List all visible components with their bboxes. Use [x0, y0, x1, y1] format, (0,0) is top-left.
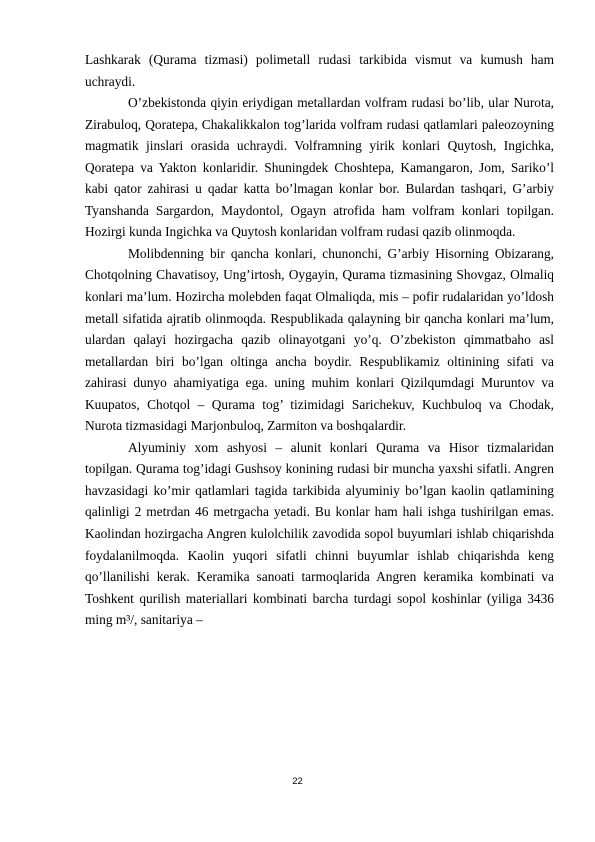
page-number: 22 — [292, 776, 303, 787]
page-body — [85, 49, 554, 631]
paragraph-1: Lashkarak (Qurama tizmasi) polimetall rudasi tarkibida vismut va kumush ham uchraydi. — [85, 52, 554, 89]
paragraph-3: Molibdenning bir qancha konlari, chunonchi, G’arbiy Hisorning Obizarang, Chotqolning Chavatisoy, Ung’irtosh, Oygayin, Qurama tizmasining Shovgaz, Olmaliq konlari ma’lum. Hozircha molebden faqat Olmaliqda, mis – pofir rudalaridan yo’ldosh metall sifatida ajratib olinmoqda. Respublikada qalayning bir qancha konlari ma’lum, ulardan qalayi hozirgacha qazib olinayotgani yo’q. O’zbekiston qimmatbaho asl metallardan biri bo’lgan oltinga ancha boydir. Respublikamiz oltinining sifati va zahirasi dunyo ahamiyatiga ega. uning muhim konlari Qizilqumdagi Muruntov va Kuupatos, Chotqol – Qurama tog’ tizimidagi Sarichekuv, Kuchbuloq va Chodak, Nurota tizmasidagi Marjonbuloq, Zarmiton va boshqalardir. — [85, 245, 554, 434]
paragraph-4: Alyuminiy xom ashyosi – alunit konlari Qurama va Hisor tizmalaridan topilgan. Qurama tog’idagi Gushsoy konining rudasi bir muncha yaxshi sifatli. Angren havzasidagi ko’mir qatlamlari tagida tarkibida alyuminiy bo’lgan kaolin qatlamining qalinligi 2 metrdan 46 metrgacha yetadi. Bu konlar ham hali ishga tushirilgan emas. Kaolindan hozirgacha Angren kulolchilik zavodida sopol buyumlari ishlab chiqarishda foydalanilmoqda. Kaolin yuqori sifatli chinni buyumlar ishlab chiqarishda keng qo’llanilishi kerak. Keramika sanoati tarmoqlarida Angren keramika kombinati va Toshkent qurilish materiallari kombinati barcha turdagi sopol koshinlar (yiliga 3436 ming m³/, sanitariya – — [85, 439, 554, 628]
paragraph-2: O’zbekistonda qiyin eriydigan metallardan volfram rudasi bo’lib, ular Nurota, Zirabuloq, Qoratepa, Chakalikkalon tog’larida volfram rudasi qatlamlari paleozoyning magmatik jinslari orasida uchraydi. Volframning yirik konlari Quytosh, Ingichka, Qoratepa va Yakton konlaridir. Shuningdek Choshtepa, Kamangaron, Jom, Sariko’l kabi qator zahirasi u qadar katta bo’lmagan konlar bor. Bulardan tashqari, G’arbiy Tyanshanda Sargardon, Maydontol, Ogayn atrofida ham volfram konlari topilgan. Hozirgi kunda Ingichka va Quytosh konlaridan volfram rudasi qazib olinmoqda. — [85, 95, 554, 240]
